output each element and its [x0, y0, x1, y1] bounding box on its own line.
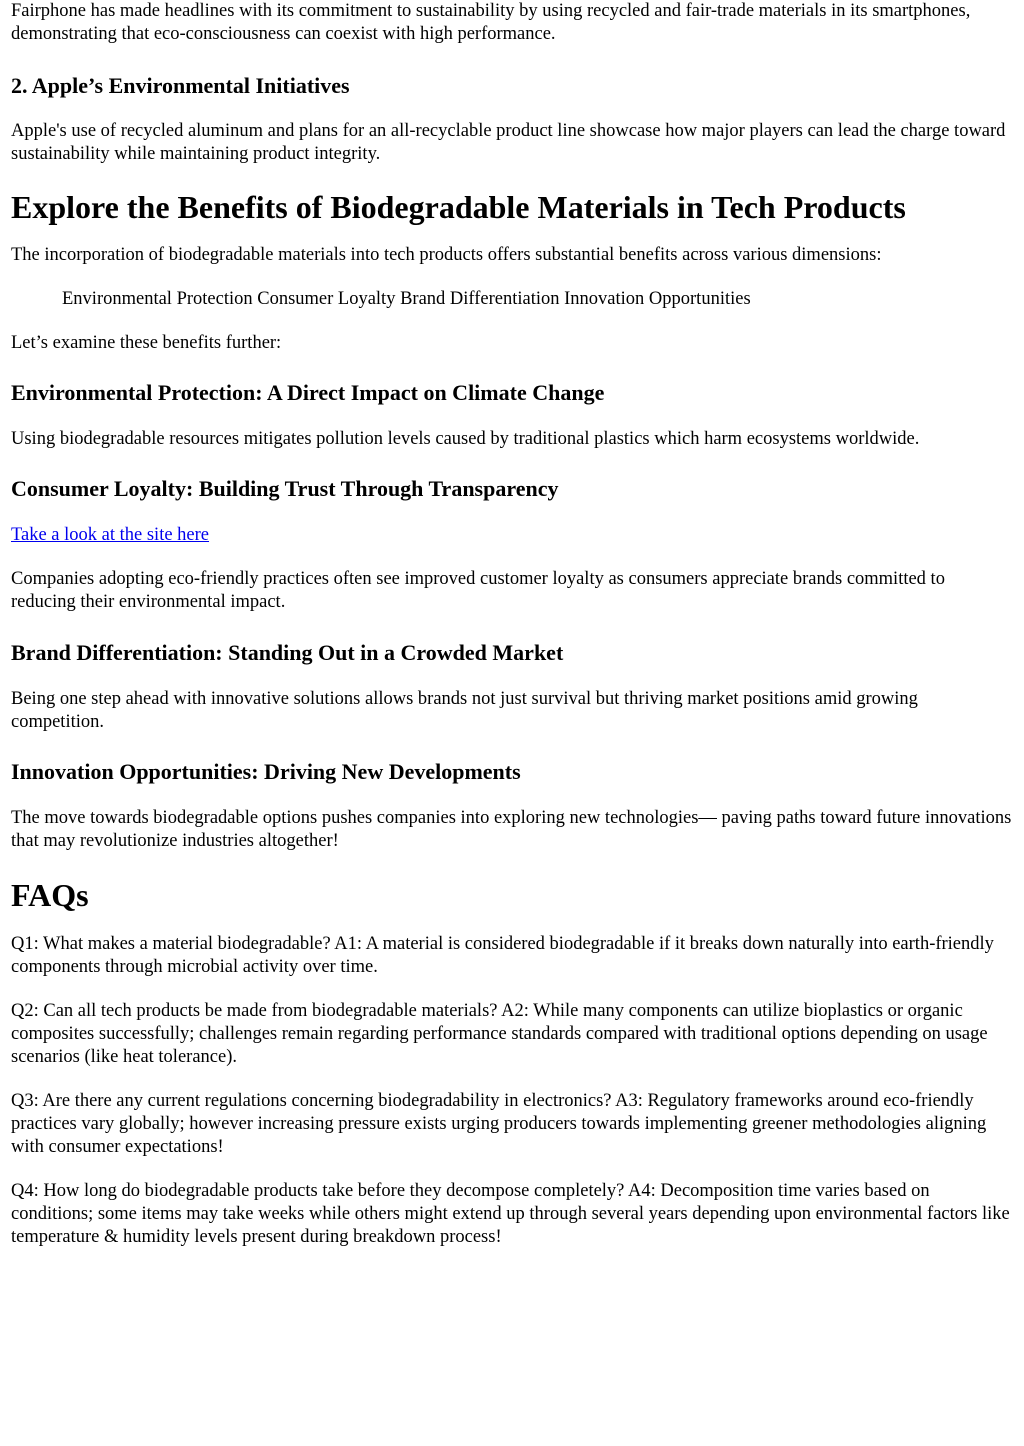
consumer-loyalty-heading: Consumer Loyalty: Building Trust Through Transparency — [11, 476, 559, 501]
brand-differentiation-paragraph: Being one step ahead with innovative solutions allows brands not just survival but thriving market positions amid growing competition. — [11, 689, 918, 732]
innovation-opportunities-paragraph: The move towards biodegradable options pushes companies into exploring new technologies— paving paths toward future innovations that may revolutionize industries altogether! — [11, 808, 1012, 851]
innovation-opportunities-heading: Innovation Opportunities: Driving New Developments — [11, 759, 521, 784]
site-link[interactable]: Take a look at the site here — [11, 525, 210, 545]
benefits-heading: Explore the Benefits of Biodegradable Materials in Tech Products — [11, 189, 906, 225]
faq-item: Q1: What makes a material biodegradable? A1: A material is considered biodegradable if it breaks down naturally into earth-friendly components through microbial activity over time. — [11, 934, 994, 977]
benefits-intro: The incorporation of biodegradable materials into tech products offers substantial benefits across various dimensions: — [11, 245, 882, 265]
brand-differentiation-heading: Brand Differentiation: Standing Out in a Crowded Market — [11, 640, 564, 665]
faq-item: Q4: How long do biodegradable products take before they decompose completely? A4: Decomposition time varies based on conditions; some items may take weeks while others might extend up through several years depending upon environmental factors like temperature & humidity levels present during breakdown process! — [11, 1181, 1010, 1247]
apple-heading: 2. Apple’s Environmental Initiatives — [11, 73, 350, 98]
examine-text: Let’s examine these benefits further: — [11, 333, 282, 353]
environmental-protection-heading: Environmental Protection: A Direct Impact on Climate Change — [11, 380, 605, 405]
faq-item: Q2: Can all tech products be made from biodegradable materials? A2: While many components can utilize bioplastics or organic composites successfully; challenges remain regarding performance standards compared with traditional options depending on usage scenarios (like heat tolerance). — [11, 1001, 988, 1067]
benefits-list: Environmental Protection Consumer Loyalty Brand Differentiation Innovation Opportunities — [62, 289, 751, 309]
faq-item: Q3: Are there any current regulations concerning biodegradability in electronics? A3: Regulatory frameworks around eco-friendly practices vary globally; however increasing pressure exists urging producers towards implementing greener methodologies aligning with consumer expectations! — [11, 1091, 987, 1157]
intro-paragraph: Fairphone has made headlines with its commitment to sustainability by using recycled and fair-trade materials in its smartphones, demonstrating that eco-consciousness can coexist with high performance. — [11, 1, 971, 44]
environmental-protection-paragraph: Using biodegradable resources mitigates pollution levels caused by traditional plastics which harm ecosystems worldwide. — [11, 429, 920, 449]
apple-paragraph: Apple's use of recycled aluminum and plans for an all-recyclable product line showcase how major players can lead the charge toward sustainability while maintaining product integrity. — [11, 121, 1006, 164]
consumer-loyalty-paragraph: Companies adopting eco-friendly practices often see improved customer loyalty as consumers appreciate brands committed to reducing their environmental impact. — [11, 569, 945, 612]
site-link-paragraph — [11, 524, 1013, 547]
faqs-heading: FAQs — [11, 877, 89, 913]
